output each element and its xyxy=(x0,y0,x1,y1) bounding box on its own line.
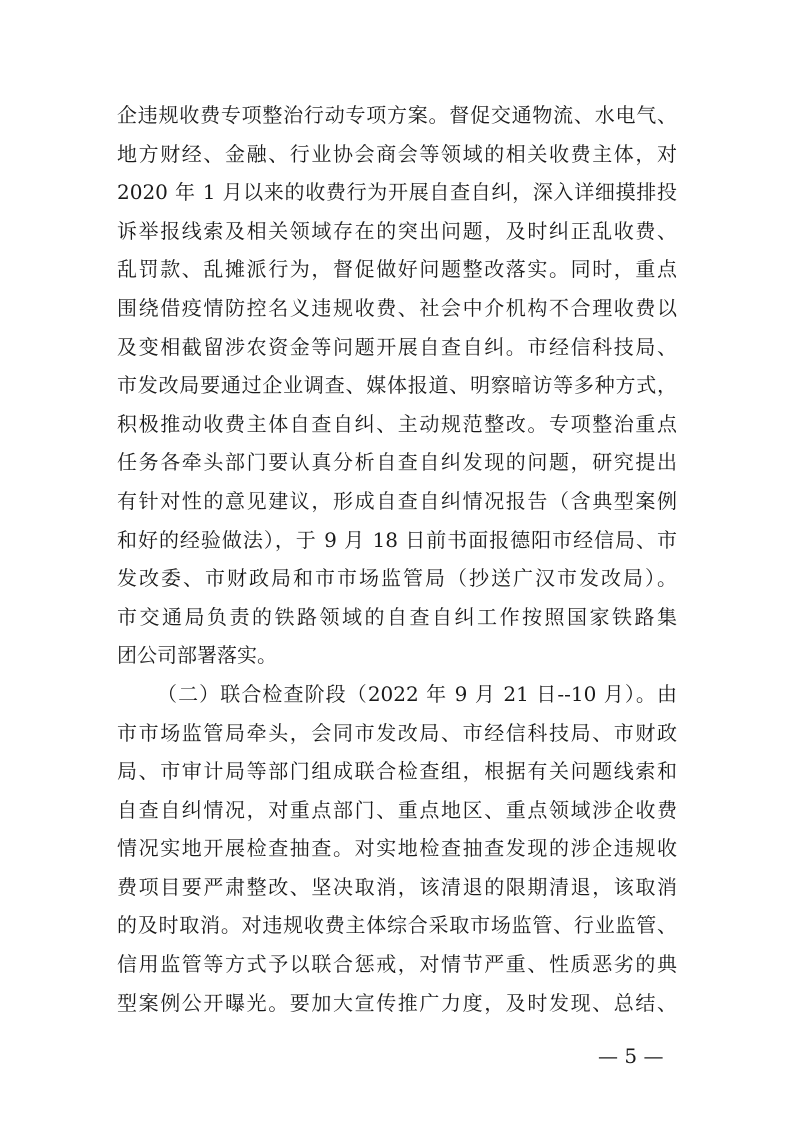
text-line: 及变相截留涉农资金等问题开展自查自纠。市经信科技局、 xyxy=(117,334,677,359)
text-line: 和好的经验做法），于 9 月 18 日前书面报德阳市经信局、市 xyxy=(117,527,677,552)
text-line: 情况实地开展检查抽查。对实地检查抽查发现的涉企违规收 xyxy=(117,836,677,861)
text-line: 发改委、市财政局和市市场监管局（抄送广汉市发改局）。 xyxy=(117,566,677,591)
text-line: 积极推动收费主体自查自纠、主动规范整改。专项整治重点 xyxy=(117,411,677,436)
text-line: 企违规收费专项整治行动专项方案。督促交通物流、水电气、 xyxy=(117,103,677,127)
text-line: 市发改局要通过企业调查、媒体报道、明察暗访等多种方式， xyxy=(117,373,677,398)
text-line: 信用监管等方式予以联合惩戒，对情节严重、性质恶劣的典 xyxy=(117,952,677,977)
text-line: 有针对性的意见建议，形成自查自纠情况报告（含典型案例 xyxy=(117,488,677,513)
text-line: 市交通局负责的铁路领域的自查自纠工作按照国家铁路集 xyxy=(117,604,677,629)
text-line: 的及时取消。对违规收费主体综合采取市场监管、行业监管、 xyxy=(117,913,677,938)
text-line: 自查自纠情况，对重点部门、重点地区、重点领域涉企收费 xyxy=(117,797,677,822)
text-line: 费项目要严肃整改、坚决取消，该清退的限期清退，该取消 xyxy=(117,874,677,899)
text-line: 型案例公开曝光。要加大宣传推广力度，及时发现、总结、 xyxy=(117,990,677,1015)
text-line: 诉举报线索及相关领域存在的突出问题，及时纠正乱收费、 xyxy=(117,218,677,243)
body-text xyxy=(117,96,677,1022)
text-line: 2020 年 1 月以来的收费行为开展自查自纠，深入详细摸排投 xyxy=(117,180,677,205)
text-line: 任务各牵头部门要认真分析自查自纠发现的问题，研究提出 xyxy=(117,450,677,475)
text-line: 局、市审计局等部门组成联合检查组，根据有关问题线索和 xyxy=(117,759,677,784)
text-line: 围绕借疫情防控名义违规收费、社会中介机构不合理收费以 xyxy=(117,295,677,320)
page-number: — 5 — xyxy=(598,1044,664,1068)
text-line: 市市场监管局牵头，会同市发改局、市经信科技局、市财政 xyxy=(117,720,677,745)
text-line: 地方财经、金融、行业协会商会等领域的相关收费主体，对 xyxy=(117,141,677,166)
text-line: 团公司部署落实。 xyxy=(117,643,277,668)
text-line: 乱罚款、乱摊派行为，督促做好问题整改落实。同时，重点 xyxy=(117,257,677,282)
section-heading-line: （二）联合检查阶段（2022 年 9 月 21 日--10 月）。由 xyxy=(157,681,677,706)
